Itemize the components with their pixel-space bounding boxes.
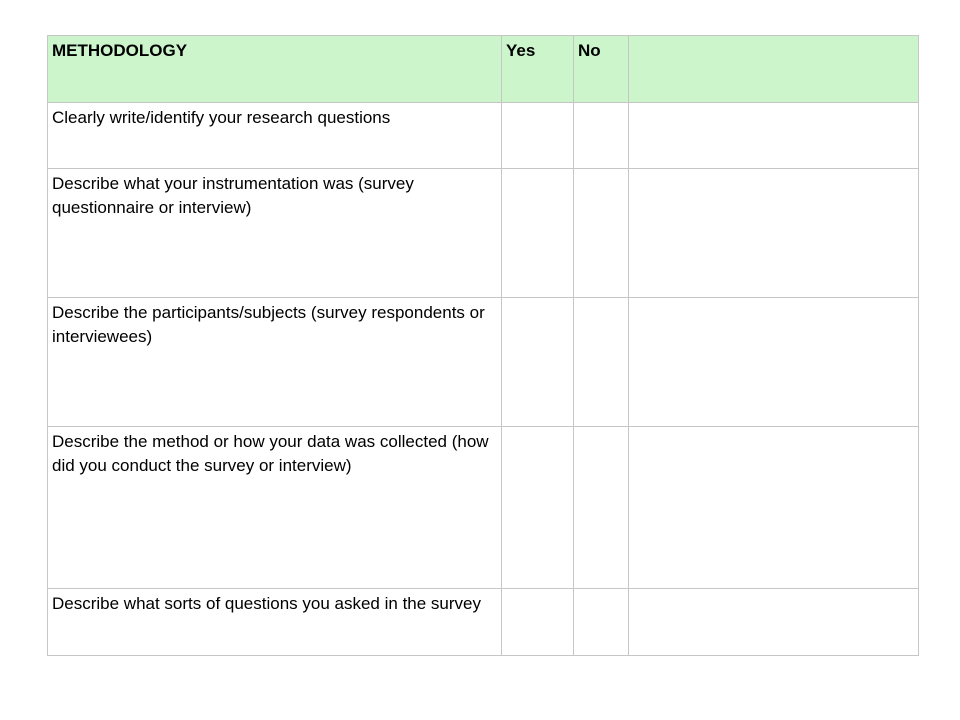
- yes-cell[interactable]: [502, 298, 574, 427]
- notes-cell[interactable]: [629, 589, 919, 656]
- notes-cell[interactable]: [629, 169, 919, 298]
- no-cell[interactable]: [574, 169, 629, 298]
- row-item: Clearly write/identify your research questions: [48, 103, 502, 169]
- header-yes: Yes: [502, 36, 574, 103]
- table-row: [48, 298, 919, 427]
- header-no: No: [574, 36, 629, 103]
- row-item: Describe what your instrumentation was (survey questionnaire or interview): [48, 169, 502, 298]
- header-notes: [629, 36, 919, 103]
- row-item: Describe what sorts of questions you asked in the survey: [48, 589, 502, 656]
- notes-cell[interactable]: [629, 427, 919, 589]
- methodology-checklist-table: [47, 35, 919, 656]
- no-cell[interactable]: [574, 589, 629, 656]
- table-row: [48, 427, 919, 589]
- row-item: Describe the participants/subjects (survey respondents or interviewees): [48, 298, 502, 427]
- header-methodology: METHODOLOGY: [48, 36, 502, 103]
- yes-cell[interactable]: [502, 427, 574, 589]
- yes-cell[interactable]: [502, 103, 574, 169]
- table-row: [48, 589, 919, 656]
- yes-cell[interactable]: [502, 589, 574, 656]
- table-row: [48, 103, 919, 169]
- no-cell[interactable]: [574, 298, 629, 427]
- table-row: [48, 169, 919, 298]
- yes-cell[interactable]: [502, 169, 574, 298]
- notes-cell[interactable]: [629, 298, 919, 427]
- notes-cell[interactable]: [629, 103, 919, 169]
- row-item: Describe the method or how your data was collected (how did you conduct the survey or interview): [48, 427, 502, 589]
- no-cell[interactable]: [574, 427, 629, 589]
- no-cell[interactable]: [574, 103, 629, 169]
- table-header-row: [48, 36, 919, 103]
